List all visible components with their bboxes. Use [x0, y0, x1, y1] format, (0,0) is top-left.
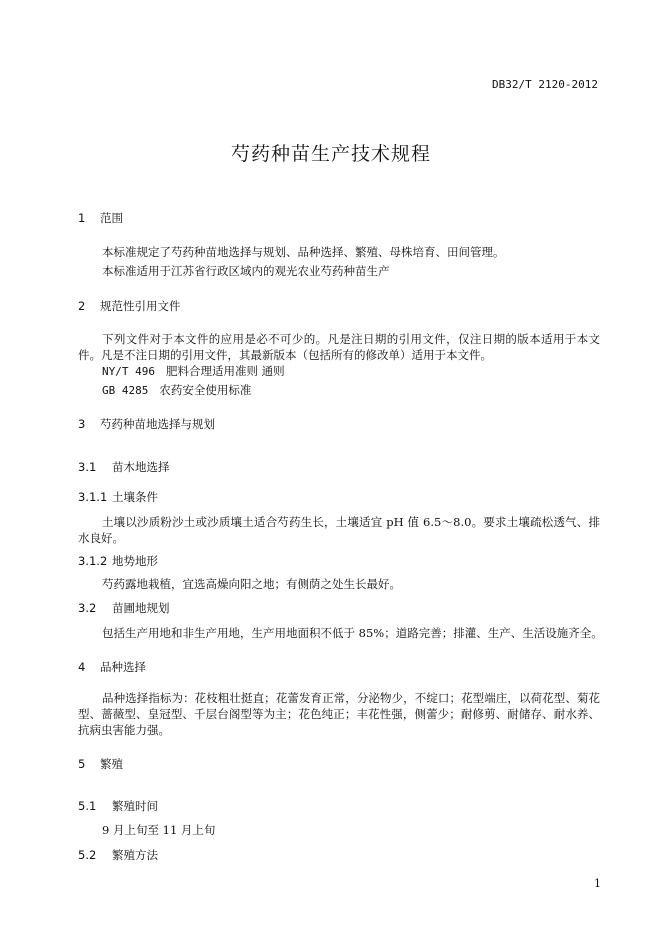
section-5-1-heading [78, 798, 158, 814]
section-3-2-heading [78, 600, 170, 616]
section-3-1-1-heading [78, 489, 158, 505]
section-number: 3.2 [78, 601, 97, 615]
section-5-heading [78, 756, 123, 772]
section-number: 1 [78, 211, 86, 225]
section-title: 苗木地选择 [112, 460, 170, 474]
section-title: 苗圃地规划 [112, 601, 170, 615]
section-number: 2 [78, 299, 86, 313]
paragraph: 9 月上旬至 11 月上旬 [102, 823, 216, 837]
reference-code: GB 4285 [102, 384, 149, 397]
section-1-heading [78, 210, 123, 226]
paragraph: 芍药露地栽植，宜选高燥向阳之地；有侧荫之处生长最好。 [102, 577, 401, 591]
section-title: 地势地形 [112, 554, 158, 568]
section-4-heading [78, 659, 146, 675]
section-5-2-heading [78, 847, 158, 863]
section-title: 范围 [100, 211, 123, 225]
section-2-heading [78, 298, 181, 314]
reference-name: 农药安全使用标准 [159, 383, 252, 397]
paragraph: 本标准适用于江苏省行政区域内的观光农业芍药种苗生产 [102, 264, 390, 278]
paragraph: 下列文件对于本文件的应用是必不可少的。凡是注日期的引用文件，仅注日期的版本适用于本文件。凡是不注日期的引用文件，其最新版本（包括所有的修改单）适用于本文件。 [78, 332, 600, 362]
paragraph: 包括生产用地和非生产用地，生产用地面积不低于 85%；道路完善；排灌、生产、生活设施齐全。 [102, 626, 603, 640]
section-number: 3.1.2 [78, 554, 108, 568]
section-3-heading [78, 416, 215, 432]
section-title: 繁殖时间 [112, 799, 158, 813]
section-3-1-heading [78, 459, 170, 475]
section-title: 芍药种苗地选择与规划 [100, 417, 215, 431]
section-number: 5.1 [78, 799, 97, 813]
reference-name: 肥料合理适用准则 通则 [165, 364, 285, 378]
section-number: 4 [78, 660, 86, 674]
section-number: 3.1.1 [78, 490, 108, 504]
section-3-1-2-heading [78, 553, 158, 569]
section-number: 5 [78, 757, 86, 771]
section-title: 规范性引用文件 [100, 299, 181, 313]
section-number: 3.1 [78, 460, 97, 474]
section-title: 繁殖 [100, 757, 123, 771]
section-title: 土壤条件 [112, 490, 158, 504]
paragraph: 土壤以沙质粉沙土或沙质壤土适合芍药生长，土壤适宜 pH 值 6.5～8.0。要求土壤疏松透气、排水良好。 [78, 515, 600, 545]
page-number: 1 [594, 877, 601, 890]
reference-item [102, 363, 285, 379]
reference-item [102, 382, 251, 398]
paragraph: 品种选择指标为：花枝粗壮挺直；花蕾发育正常，分泌物少，不绽口；花型端庄，以荷花型、菊花型、蔷薇型、皇冠型、千层台阁型等为主；花色纯正；丰花性强，侧蕾少；耐修剪、耐储存、耐水养、抗病虫害能力强。 [78, 691, 600, 737]
document-title: 芍药种苗生产技术规程 [230, 143, 431, 165]
section-title: 品种选择 [100, 660, 146, 674]
reference-code: NY/T 496 [102, 365, 155, 378]
section-title: 繁殖方法 [112, 848, 158, 862]
paragraph: 本标准规定了芍药种苗地选择与规划、品种选择、繁殖、母株培育、田间管理。 [102, 245, 505, 259]
document-code: DB32/T 2120-2012 [492, 78, 598, 91]
section-number: 3 [78, 417, 86, 431]
section-number: 5.2 [78, 848, 97, 862]
